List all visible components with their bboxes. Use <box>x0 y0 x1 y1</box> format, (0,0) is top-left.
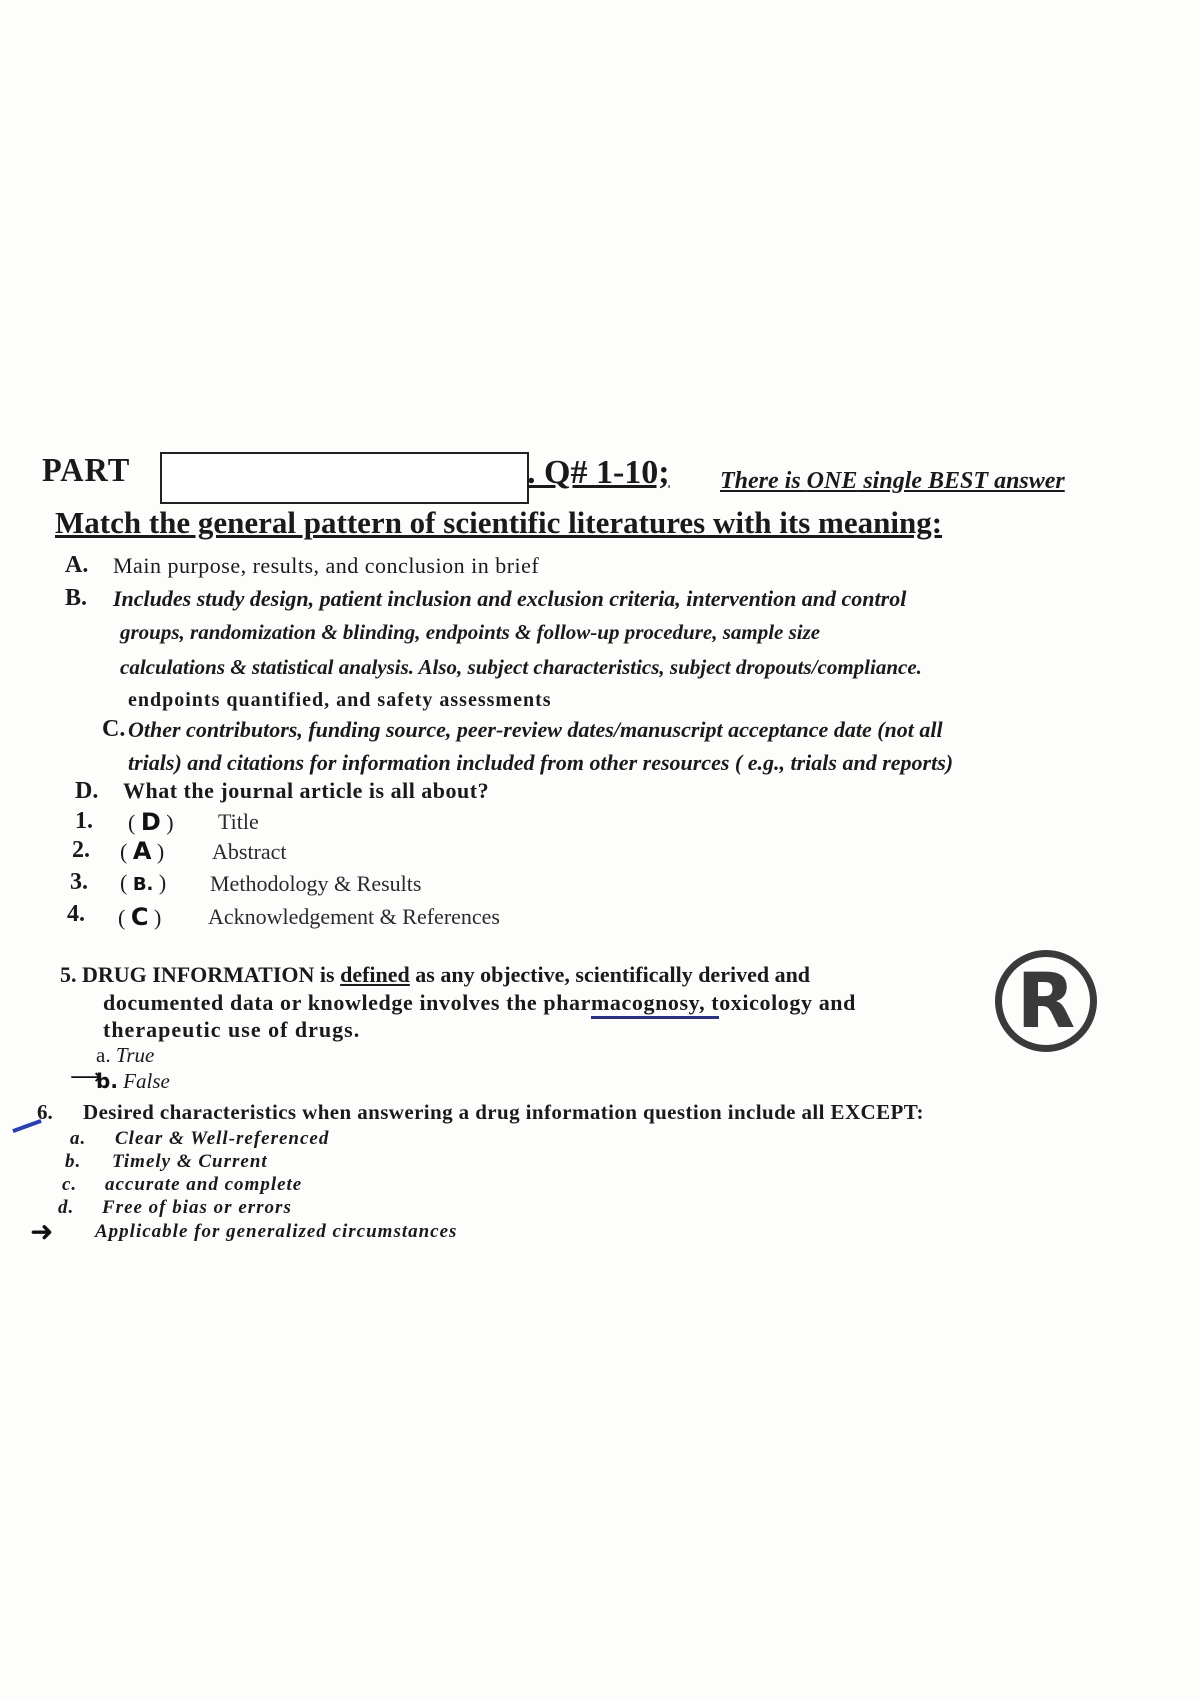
q5-option-a <box>96 1043 154 1068</box>
definition-b-line-3: calculations & statistical analysis. Also, subject characteristics, subject dropouts/compliance. <box>120 655 922 679</box>
answer-label-4: Acknowledgement & References <box>208 904 500 929</box>
definition-letter-a: A. <box>65 552 89 578</box>
handwritten-mark-3: B. <box>132 874 154 895</box>
answer-arrow-icon: ⟶ <box>70 1065 102 1090</box>
q5-option-a-text: True <box>115 1043 155 1067</box>
q5-number: 5. <box>60 962 77 987</box>
q5-option-a-letter: a. <box>96 1043 111 1067</box>
q6-option-e-text: Applicable for generalized circumstances <box>95 1221 458 1242</box>
handwritten-mark-4: C <box>130 903 149 931</box>
answer-row-4: ( C ) <box>118 903 162 931</box>
q5-defined-word: defined <box>340 962 410 987</box>
q6-option-b-letter: b. <box>65 1151 82 1172</box>
q5-pen-underline <box>591 1016 719 1019</box>
q6-option-d-text: Free of bias or errors <box>102 1197 292 1218</box>
q5-is: is <box>314 962 341 987</box>
definition-b-line-1: Includes study design, patient inclusion and exclusion criteria, intervention and control <box>113 586 907 611</box>
definition-c-line-2: trials) and citations for information included from other resources ( e.g., trials and reports) <box>128 750 954 775</box>
q6-option-d-letter: d. <box>58 1197 75 1218</box>
instruction-best: BEST <box>928 468 989 494</box>
registered-mark-icon: R <box>995 950 1097 1052</box>
q6-option-a-text: Clear & Well-referenced <box>115 1128 330 1149</box>
q5-line-2: documented data or knowledge involves the pharmacognosy, toxicology and <box>103 990 856 1015</box>
question-range: . Q# 1-10; <box>527 454 670 491</box>
q5-line-3: therapeutic use of drugs. <box>103 1017 361 1042</box>
definition-d-line-1: What the journal article is all about? <box>123 778 490 803</box>
q6-number: 6. <box>37 1100 53 1124</box>
q5-option-b <box>96 1069 170 1094</box>
definition-b-line-2: groups, randomization & blinding, endpoints & follow-up procedure, sample size <box>120 620 821 644</box>
answer-num-3: 3. <box>70 869 88 895</box>
answer-num-2: 2. <box>72 837 90 863</box>
answer-num-4: 4. <box>67 901 85 927</box>
handwritten-mark-1: D <box>140 808 161 836</box>
answer-num-1: 1. <box>75 808 93 834</box>
definition-letter-c: C. <box>102 716 126 742</box>
answer-label-3: Methodology & Results <box>210 871 422 896</box>
q5-term: DRUG INFORMATION <box>82 962 315 987</box>
q6-option-a-letter: a. <box>70 1128 87 1149</box>
answer-row-1: ( D ) <box>128 808 174 836</box>
answer-label-1: Title <box>218 809 259 834</box>
q6-option-c-text: accurate and complete <box>105 1174 303 1195</box>
instruction-prefix: There is <box>720 468 807 494</box>
part-name-box <box>160 452 529 504</box>
definition-a-line-1: Main purpose, results, and conclusion in brief <box>113 553 540 578</box>
instruction-mid: single <box>857 468 929 494</box>
instruction-text <box>720 468 1071 495</box>
q5-line-1-rest: as any objective, scientifically derived and <box>409 962 811 987</box>
definition-c-line-1: Other contributors, funding source, peer-review dates/manuscript acceptance date (not all <box>128 717 943 742</box>
answer-arrow-icon-2: ➜ <box>30 1215 54 1248</box>
answer-label-2: Abstract <box>212 839 287 864</box>
match-title: Match the general pattern of scientific literatures with its meaning: <box>55 505 943 540</box>
instruction-suffix: answer <box>988 468 1065 494</box>
definition-letter-d: D. <box>75 778 99 804</box>
handwritten-mark-2: A <box>132 837 152 865</box>
q5-option-b-letter: b. <box>96 1069 118 1093</box>
definition-letter-b: B. <box>65 585 88 611</box>
q6-stem: Desired characteristics when answering a drug information question include all EXCEPT: <box>83 1100 924 1124</box>
q6-option-b-text: Timely & Current <box>112 1151 268 1172</box>
answer-row-2: ( A ) <box>120 837 165 865</box>
instruction-one: ONE <box>806 468 858 494</box>
q5-line-1 <box>60 962 810 988</box>
q5-option-b-text: False <box>123 1069 170 1093</box>
q6-option-c-letter: c. <box>62 1174 78 1195</box>
part-label: PART <box>42 452 131 489</box>
answer-row-3: ( B. ) <box>120 870 167 895</box>
definition-b-line-4: endpoints quantified, and safety assessments <box>128 689 552 711</box>
